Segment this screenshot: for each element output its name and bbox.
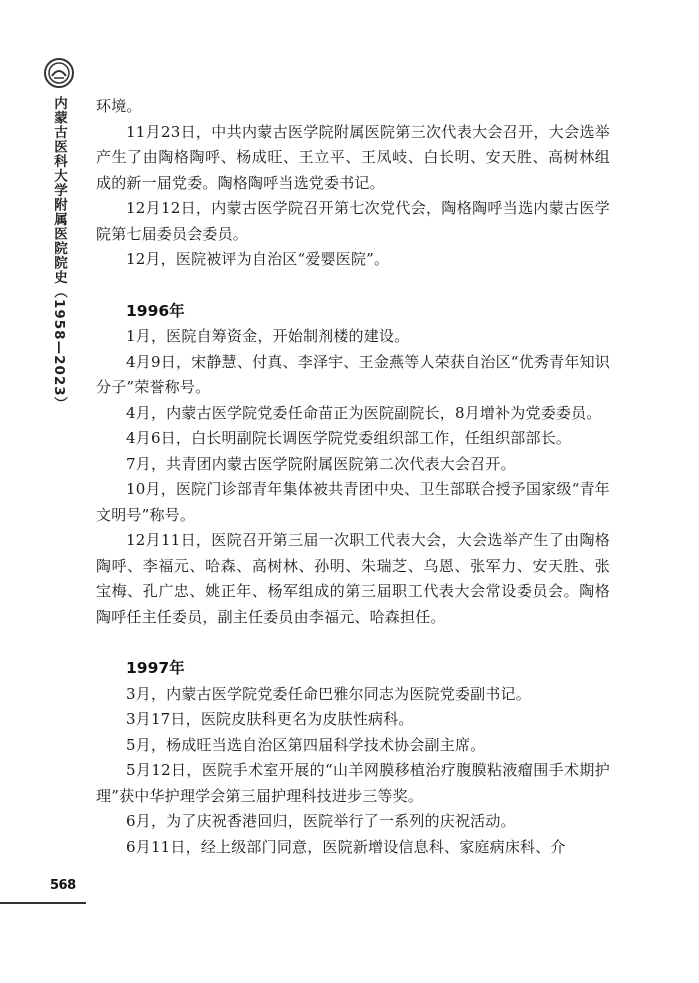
book-years: （1958—2023）	[51, 284, 67, 412]
year-heading: 1997年	[126, 659, 185, 677]
paragraph: 4月6日，白长明副院长调医学院党委组织部工作，任组织部部长。	[126, 429, 572, 447]
paragraph: 7月，共青团内蒙古医学院附属医院第二次代表大会召开。	[126, 454, 516, 473]
paragraph: 6月11日，经上级部门同意，医院新增设信息科、家庭病床科、介	[126, 837, 566, 856]
book-title: 内蒙古医科大学附属医院院史	[51, 96, 67, 285]
paragraph: 5月，杨成旺当选自治区第四届科学技术协会副主席。	[126, 735, 486, 754]
paragraph: 1月，医院自筹资金，开始制剂楼的建设。	[126, 327, 410, 345]
year-heading: 1996年	[126, 301, 185, 320]
hospital-emblem-icon	[44, 58, 74, 88]
book-title-vertical	[48, 96, 70, 411]
paragraph: 环境。	[96, 97, 142, 115]
paragraph: 12月，医院被评为自治区“爱婴医院”。	[126, 250, 390, 268]
side-strip	[0, 0, 92, 983]
paragraph: 4月，内蒙古医学院党委任命苗正为医院副院长，8月增补为党委委员。	[126, 403, 602, 422]
page-number: 568	[50, 878, 76, 893]
paragraph: 3月17日，医院皮肤科更名为皮肤性病科。	[126, 710, 414, 728]
paragraph: 12月12日，内蒙古医学院召开第七次党代会，陶格陶呼当选内蒙古医学院第七届委员会委员。	[96, 199, 610, 243]
paragraph: 3月，内蒙古医学院党委任命巴雅尔同志为医院党委副书记。	[126, 684, 531, 703]
paragraph: 11月23日，中共内蒙古医学院附属医院第三次代表大会召开，大会选举产生了由陶格陶呼、杨成旺、王立平、王凤岐、白长明、安天胜、高树林组成的新一届党委。陶格陶呼当选党委书记。	[96, 122, 610, 192]
paragraph: 10月，医院门诊部青年集体被共青团中央、卫生部联合授予国家级“青年文明号”称号。	[96, 480, 610, 524]
paragraph: 5月12日，医院手术室开展的“山羊网膜移植治疗腹膜粘液瘤围手术期护理”获中华护理学会第三届护理科技进步三等奖。	[96, 761, 610, 805]
section-gap	[96, 273, 610, 299]
paragraph: 12月11日，医院召开第三届一次职工代表大会，大会选举产生了由陶格陶呼、李福元、哈森、高树林、孙明、朱瑞芝、乌恩、张军力、安天胜、张宝梅、孔广忠、姚正年、杨军组成的第三届职工代表大会常设委员会。陶格陶呼任主任委员，副主任委员由李福元、哈森担任。	[96, 531, 610, 626]
page-body	[96, 94, 610, 860]
paragraph: 4月9日，宋静慧、付真、李泽宇、王金燕等人荣获自治区“优秀青年知识分子”荣誉称号。	[96, 352, 610, 396]
paragraph: 6月，为了庆祝香港回归，医院举行了一系列的庆祝活动。	[126, 812, 516, 830]
section-gap	[96, 630, 610, 656]
page-rule	[0, 902, 86, 904]
